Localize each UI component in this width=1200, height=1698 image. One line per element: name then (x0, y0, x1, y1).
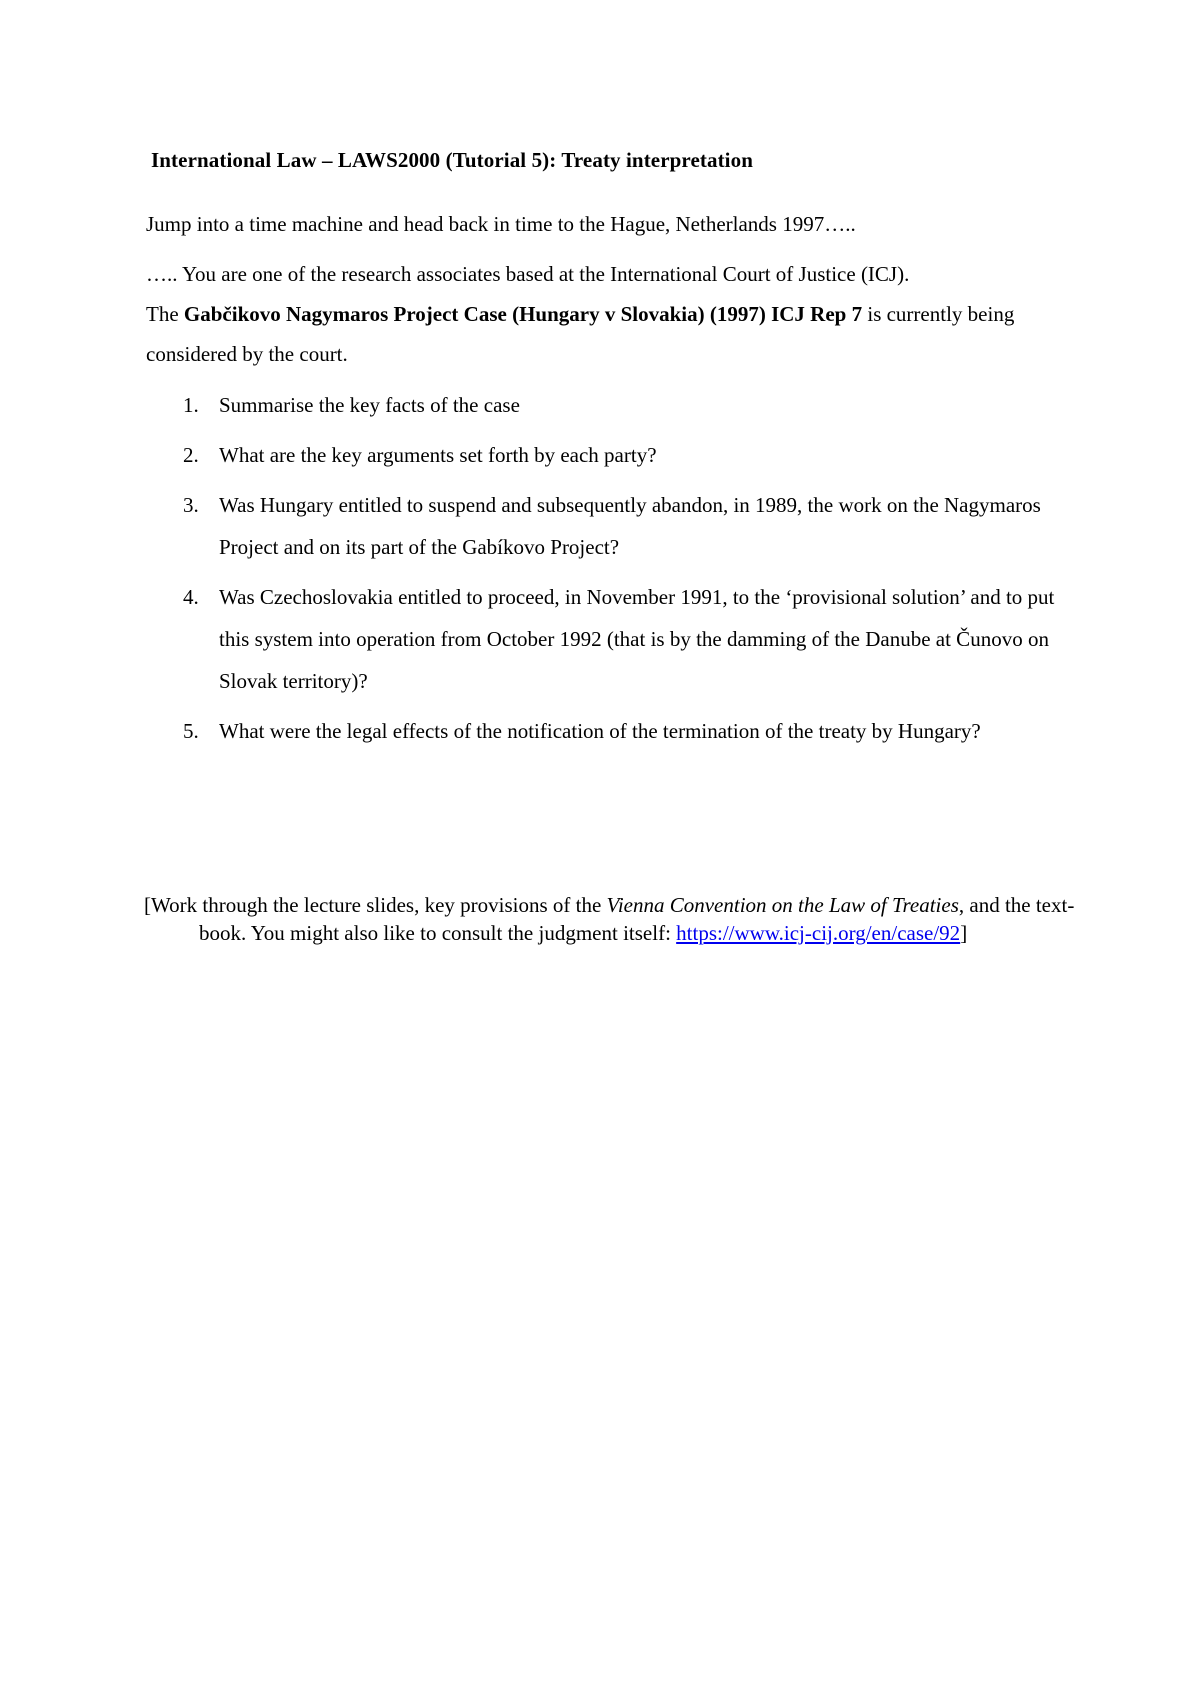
question-list (146, 384, 1066, 752)
question-text: What were the legal effects of the notification of the termination of the treaty by Hungary? (219, 719, 981, 743)
question-number: 1. (183, 393, 199, 417)
judgment-link[interactable]: https://www.icj-cij.org/en/case/92 (676, 921, 961, 945)
context-paragraph (146, 254, 1066, 374)
context-line: ….. You are one of the research associates based at the International Court of Justice (ICJ). (146, 262, 910, 286)
question-item (146, 484, 1066, 568)
case-prefix: The (146, 302, 184, 326)
question-text: What are the key arguments set forth by each party? (219, 443, 657, 467)
question-text: Was Czechoslovakia entitled to proceed, in November 1991, to the ‘provisional solution’ and to put this system into operation from October 1992 (that is by the damming of the Danube at Čunovo on Slovak territory)? (219, 585, 1055, 693)
question-text: Was Hungary entitled to suspend and subsequently abandon, in 1989, the work on the Nagymaros Project and on its part of the Gabíkovo Project? (219, 493, 1041, 559)
question-number: 4. (183, 585, 199, 609)
note-suffix: ] (960, 921, 968, 945)
note-prefix: [Work through the lecture slides, key provisions of the (144, 893, 607, 917)
note-convention-title: Vienna Convention on the Law of Treaties (606, 893, 959, 917)
case-suffix: is currently being considered by the court. (146, 302, 1015, 366)
question-text: Summarise the key facts of the case (219, 393, 520, 417)
question-item (146, 384, 1066, 426)
question-number: 2. (183, 443, 199, 467)
question-number: 3. (183, 493, 199, 517)
case-name: Gabčikovo Nagymaros Project Case (Hungary v Slovakia) (1997) ICJ Rep 7 (183, 302, 863, 326)
document-body (146, 140, 1066, 760)
document-title: International Law – LAWS2000 (Tutorial 5): Treaty interpretation (151, 148, 753, 172)
note-middle: , and the text-book. You might also like to consult the judgment itself: (199, 893, 1075, 945)
question-number: 5. (183, 719, 199, 743)
intro-paragraph: Jump into a time machine and head back in time to the Hague, Netherlands 1997….. (146, 212, 856, 236)
question-item (146, 710, 1066, 752)
question-item (146, 434, 1066, 476)
question-item (146, 576, 1066, 702)
reading-note (144, 891, 1099, 947)
